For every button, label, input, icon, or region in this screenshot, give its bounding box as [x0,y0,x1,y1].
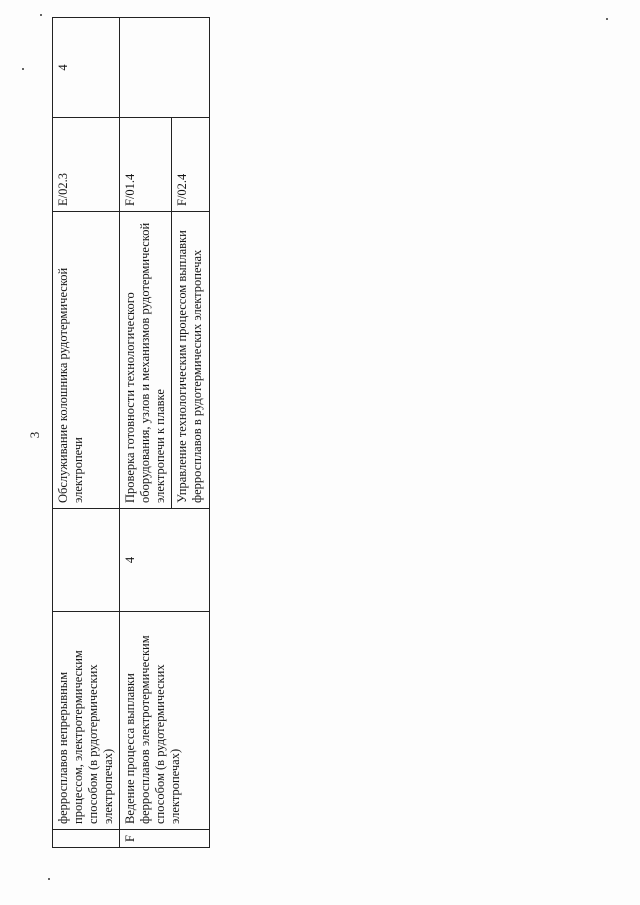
table-row [120,18,172,848]
labor-function-code-cell: F/02.4 [172,118,210,212]
scan-speck [48,878,50,880]
page-number: 3 [27,431,42,439]
labor-function-name-cell: Управление технологическим процессом выплавки ферросплавов в рудотермических электропечах [172,212,210,509]
sublevel-cell [120,18,210,118]
scan-speck [22,68,24,70]
scan-speck [40,14,42,16]
functions-table [52,17,210,848]
rotated-table [52,18,204,848]
qualification-level-cell: 4 [120,509,210,612]
labor-function-code-cell: E/02.3 [53,118,120,212]
table-row [53,18,120,848]
labor-function-code-cell: F/01.4 [120,118,172,212]
scan-speck [606,18,608,20]
function-letter-cell: F [120,830,210,848]
rotated-table-container [52,18,204,848]
labor-function-name-cell: Проверка готовности технологического оборудования, узлов и механизмов рудотермической электропечи к плавке [120,212,172,509]
general-function-name-cell: Ведение процесса выплавки ферросплавов электротермическим способом (в рудотермических электропечах) [120,612,210,830]
function-letter-cell [53,830,120,848]
qualification-level-cell [53,509,120,612]
general-function-name-cell: ферросплавов непрерывным процессом, электротермическим способом (в рудотермических электропечах) [53,612,120,830]
sublevel-cell: 4 [53,18,120,118]
labor-function-name-cell: Обслуживание колошника рудотермической электропечи [53,212,120,509]
